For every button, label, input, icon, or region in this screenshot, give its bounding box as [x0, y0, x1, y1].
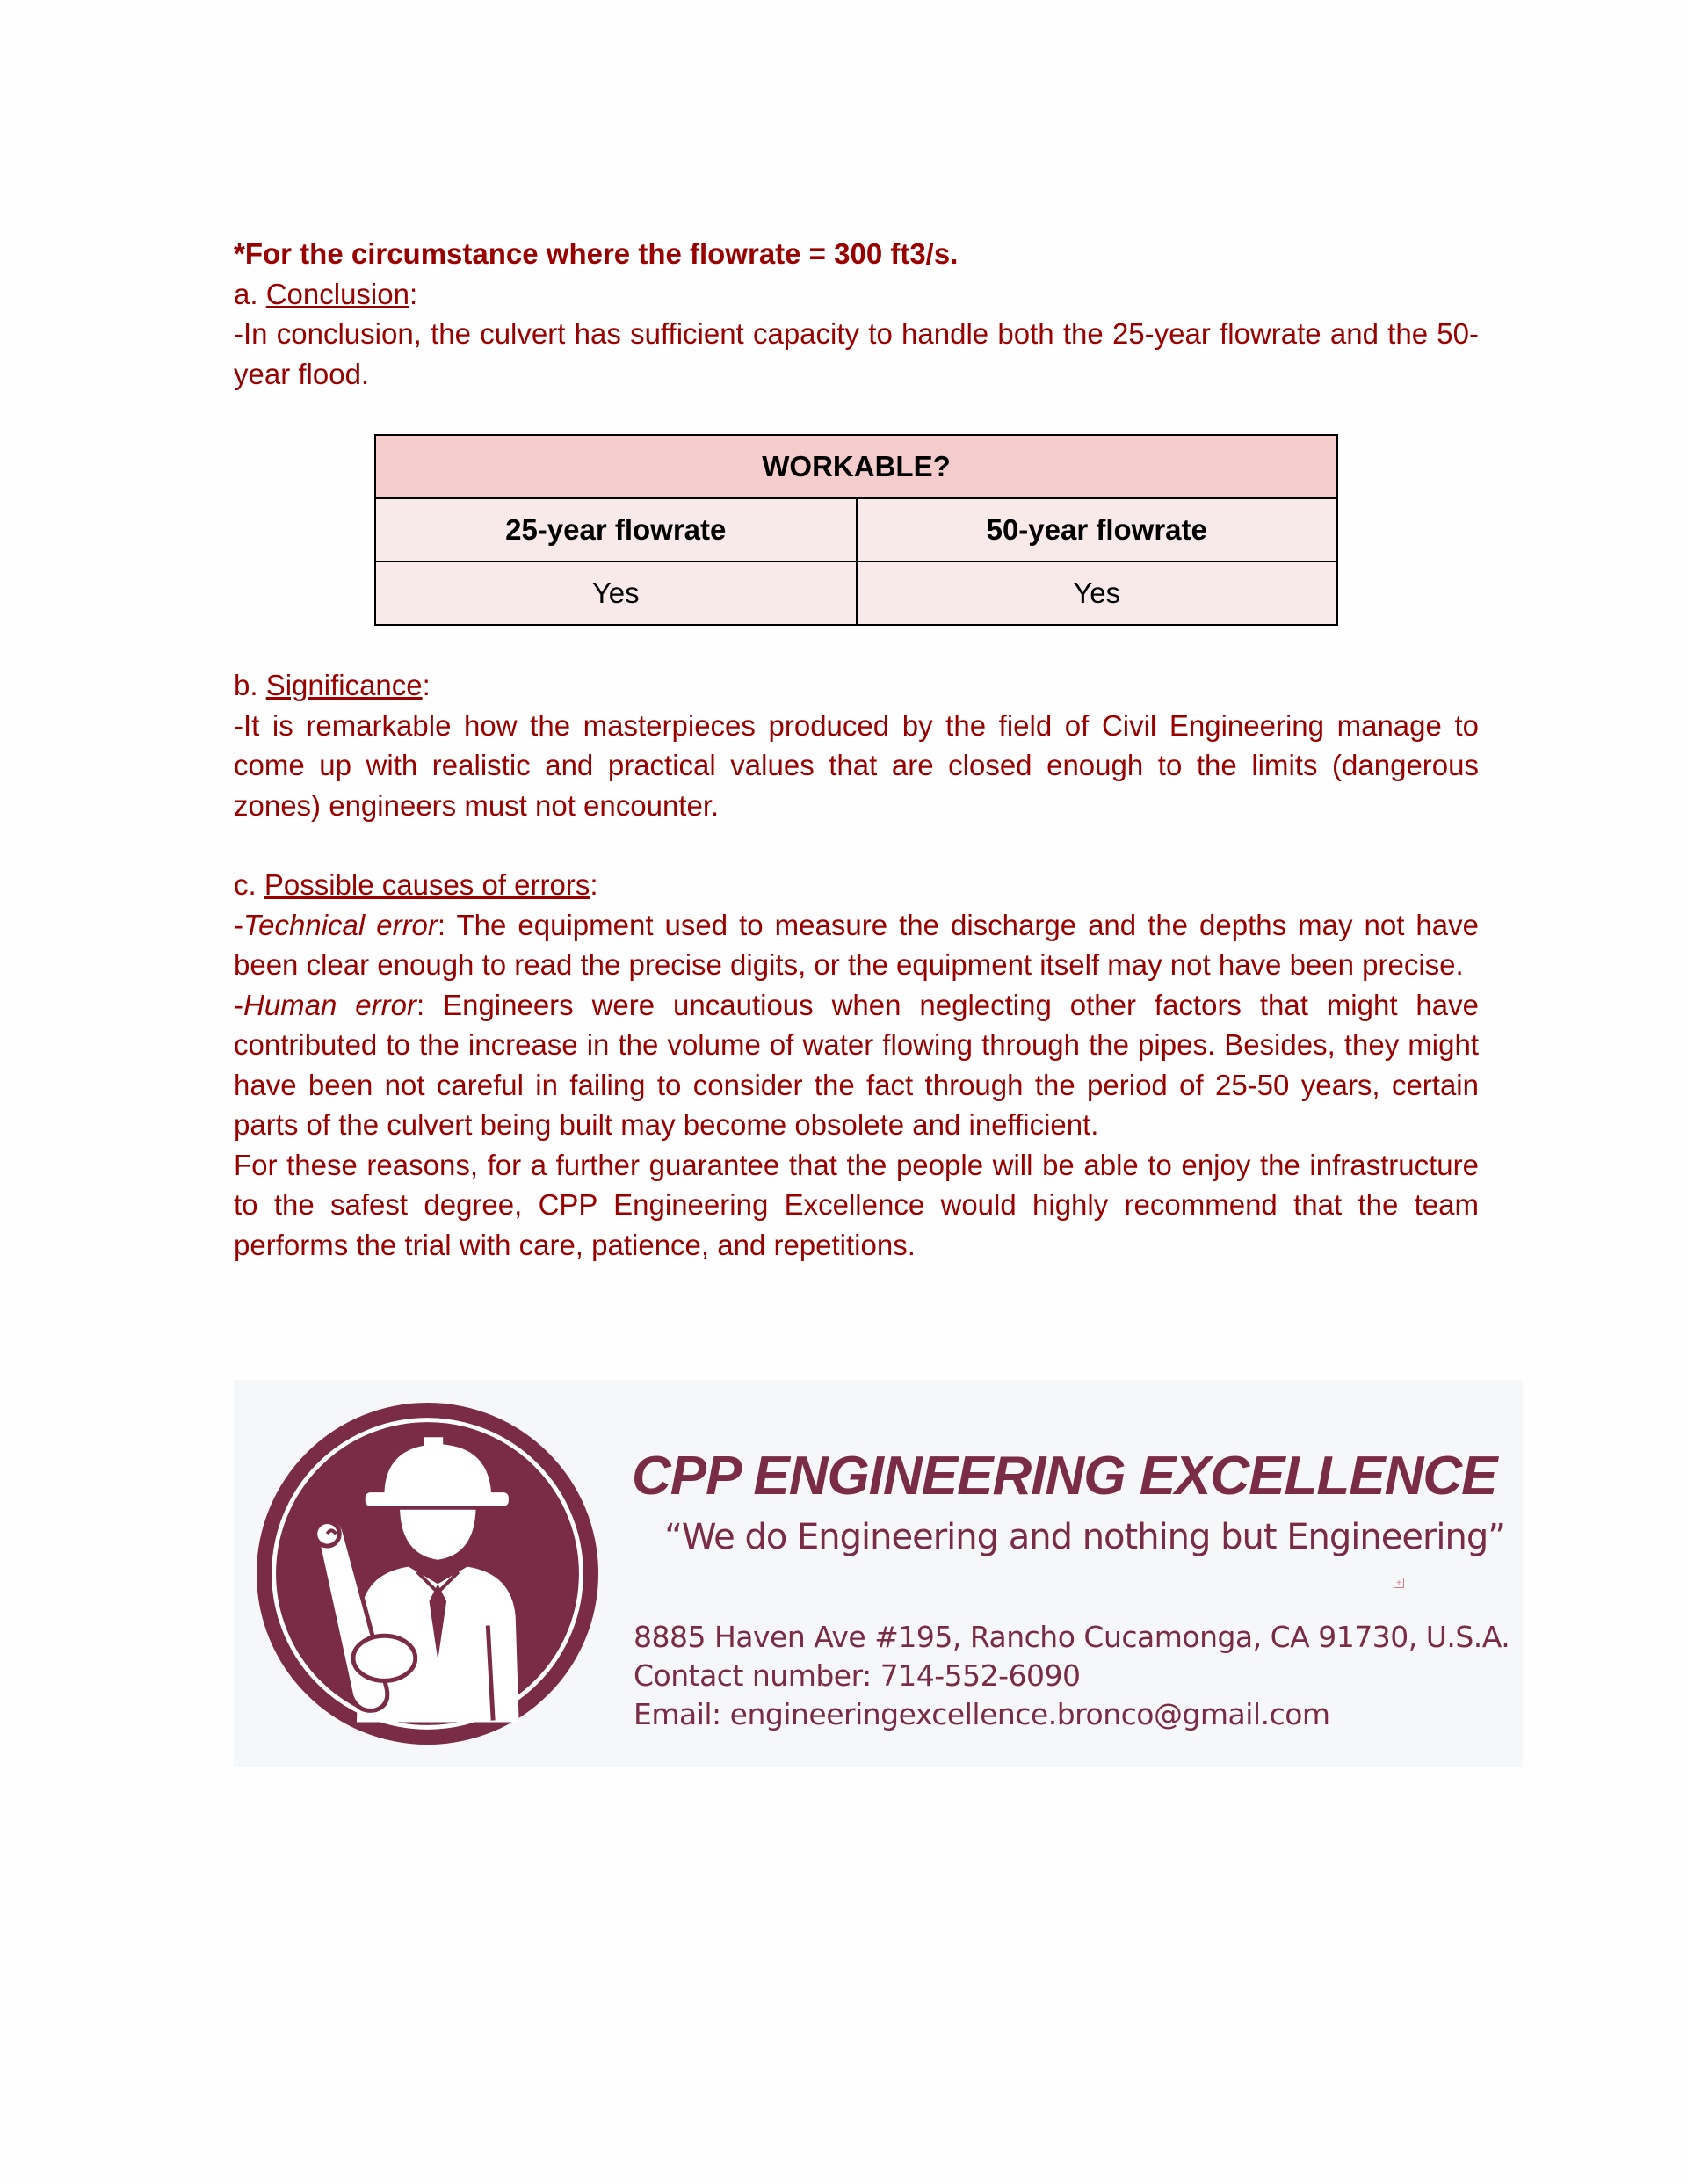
value-50-year: Yes	[857, 562, 1338, 625]
significance-colon: :	[422, 669, 431, 701]
company-banner	[234, 1380, 1523, 1767]
company-address: 8885 Haven Ave #195, Rancho Cucamonga, CA 91730, U.S.A.	[634, 1620, 1510, 1654]
conclusion-title-line	[234, 274, 1479, 315]
significance-prefix: b.	[234, 669, 266, 701]
workable-table-container	[374, 434, 1338, 626]
human-error-label: Human error	[243, 988, 416, 1021]
value-25-year: Yes	[375, 562, 857, 625]
document-body	[234, 234, 1479, 1265]
expand-mark-icon: +	[1394, 1578, 1404, 1588]
significance-text: -It is remarkable how the masterpieces produced by the field of Civil Engineering manage to come up with realistic and practical values that are closed enough to the limits (dangerous zones) engineers must not encounter.	[234, 708, 1479, 822]
workable-table-title: WORKABLE?	[375, 435, 1337, 498]
technical-error-dash: -	[234, 908, 243, 941]
column-header-50-year: 50-year flowrate	[857, 498, 1338, 562]
workable-table	[374, 434, 1338, 626]
flowrate-heading: *For the circumstance where the flowrate = 300 ft3/s.	[234, 237, 959, 270]
significance-title: Significance	[265, 669, 423, 701]
errors-colon: :	[590, 868, 598, 901]
conclusion-colon: :	[409, 277, 418, 310]
errors-title: Possible causes of errors	[264, 868, 590, 901]
errors-prefix: c.	[234, 868, 264, 901]
conclusion-prefix: a.	[234, 277, 266, 310]
company-motto: “We do Engineering and nothing but Engineering”	[664, 1517, 1505, 1557]
human-error-paragraph	[234, 985, 1479, 1145]
company-email: Email: engineeringexcellence.bronco@gmail.com	[634, 1697, 1330, 1731]
column-header-25-year: 25-year flowrate	[375, 498, 857, 562]
technical-error-label: Technical error	[243, 908, 438, 941]
technical-error-text: : The equipment used to measure the discharge and the depths may not have been clear enough to read the precise digits, or the equipment itself may not have been precise.	[234, 908, 1479, 981]
company-name: CPP ENGINEERING EXCELLENCE	[632, 1446, 1497, 1506]
conclusion-title: Conclusion	[265, 277, 409, 310]
company-phone: Contact number: 714-552-6090	[634, 1658, 1081, 1693]
engineer-logo-icon	[255, 1401, 600, 1746]
significance-title-line	[234, 665, 1479, 706]
human-error-dash: -	[234, 988, 243, 1021]
errors-title-line	[234, 865, 1479, 905]
conclusion-text: -In conclusion, the culvert has sufficient capacity to handle both the 25-year flowrate and the 50-year flood.	[234, 317, 1479, 390]
human-error-text: : Engineers were uncautious when neglecting other factors that might have contributed to the increase in the volume of water flowing through the pipes. Besides, they might have been not careful in failing to consider the fact through the period of 25-50 years, certain parts of the culvert being built may become obsolete and inefficient.	[234, 988, 1479, 1141]
recommendation-text: For these reasons, for a further guarantee that the people will be able to enjoy the infrastructure to the safest degree, CPP Engineering Excellence would highly recommend that the team performs the trial with care, patience, and repetitions.	[234, 1148, 1479, 1261]
technical-error-paragraph	[234, 905, 1479, 985]
